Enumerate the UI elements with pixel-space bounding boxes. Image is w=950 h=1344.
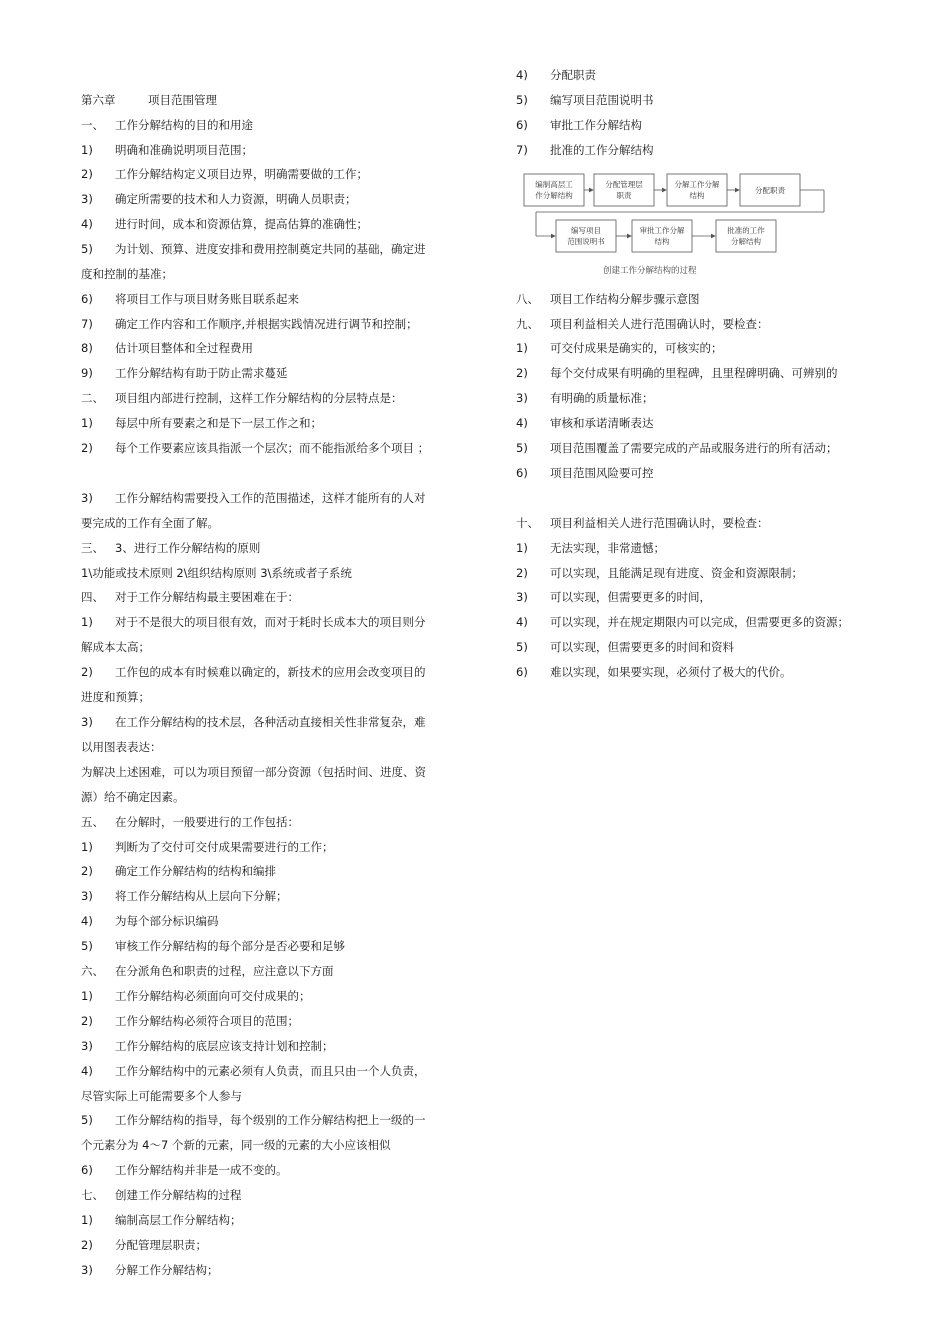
item-text: 分解工作分解结构； [115,1263,219,1277]
item-number: 1) [516,341,528,355]
item-text: 工作分解结构有助于防止需求蔓延 [115,366,288,380]
item-text: 对于不是很大的项目很有效，而对于耗时长成本大的项目则分 [115,615,426,629]
text-line [81,541,260,555]
item-number: 3) [81,1039,93,1053]
item-text: 对于工作分解结构最主要困难在于： [115,590,299,604]
item-text: 度和控制的基准； [81,267,173,281]
item-text: 3、进行工作分解结构的原则 [115,541,261,555]
item-number: 3) [81,715,93,729]
text-line [81,441,429,455]
item-number: 6) [516,466,528,480]
item-number: 7) [81,317,93,331]
item-text: 1\功能或技术原则 2\组织结构原则 3\系统或者子系统 [81,566,352,580]
item-text: 工作分解结构需要投入工作的范围描述，这样才能所有的人对 [115,491,426,505]
text-line [81,964,334,978]
item-text: 工作分解结构的目的和用途 [115,118,253,132]
text-line [81,391,403,405]
item-text: 可以实现，并在规定期限内可以完成，但需要更多的资源； [550,615,849,629]
flow-box-label: 结构 [689,191,705,200]
text-line [81,1138,390,1152]
text-line [516,317,769,331]
text-line [516,366,838,380]
item-number: 5) [81,1113,93,1127]
text-line [81,1014,299,1028]
text-line [81,640,150,654]
item-number: 3) [81,192,93,206]
flow-box [594,174,654,206]
text-line [81,516,219,530]
text-line [516,516,769,530]
item-text: 为每个部分标识编码 [115,914,219,928]
text-line [516,590,711,604]
item-text: 在分派角色和职责的过程，应注意以下方面 [115,964,334,978]
item-number: 3) [81,491,93,505]
item-text: 项目利益相关人进行范围确认时，要检查： [550,317,769,331]
text-line [516,68,596,82]
item-text: 无法实现，非常遗憾； [550,541,665,555]
flow-box [667,174,727,206]
item-number: 1) [81,989,93,1003]
text-line [516,566,803,580]
item-text: 在工作分解结构的技术层，各种活动直接相关性非常复杂，难 [115,715,426,729]
text-line [81,765,426,779]
item-number: 七、 [81,1188,104,1202]
text-line [81,889,288,903]
text-line [81,864,276,878]
text-line [81,1163,288,1177]
chapter-number: 第六章 [81,93,116,107]
text-line [81,690,150,704]
text-line [516,541,665,555]
text-line [81,914,219,928]
text-line [516,292,700,306]
text-line [516,143,654,157]
flow-box-label: 作分解结构 [535,191,573,200]
text-line [81,590,299,604]
item-text: 每层中所有要素之和是下一层工作之和； [115,416,322,430]
item-number: 十、 [516,516,539,530]
item-text: 进行时间，成本和资源估算，提高估算的准确性； [115,217,368,231]
item-number: 1) [81,840,93,854]
flowchart-caption: 创建工作分解结构的过程 [603,266,697,276]
item-number: 2) [81,167,93,181]
item-text: 项目范围覆盖了需要完成的产品或服务进行的所有活动； [550,441,838,455]
text-line [81,840,334,854]
item-text: 可交付成果是确实的，可核实的； [550,341,723,355]
item-number: 2) [81,1014,93,1028]
item-number: 三、 [81,541,104,555]
text-line [81,143,253,157]
flow-box-label: 范围说明书 [567,237,605,246]
text-line [81,267,173,281]
text-line [81,366,288,380]
item-number: 6) [516,665,528,679]
item-number: 4) [81,217,93,231]
item-number: 2) [516,366,528,380]
text-line [516,640,734,654]
text-line [516,391,654,405]
text-line [81,939,345,953]
item-text: 工作分解结构中的元素必须有人负责，而且只由一个人负责， [115,1064,426,1078]
text-line [81,242,426,256]
text-line [81,217,368,231]
text-line [81,790,185,804]
item-number: 1) [516,541,528,555]
item-number: 四、 [81,590,104,604]
text-line [516,441,838,455]
item-text: 明确和准确说明项目范围； [115,143,253,157]
item-number: 九、 [516,317,539,331]
item-number: 5) [81,242,93,256]
item-number: 2) [81,441,93,455]
item-number: 六、 [81,964,104,978]
text-line [81,740,162,754]
text-line [81,118,253,132]
item-text: 确定所需要的技术和人力资源，明确人员职责； [115,192,357,206]
flow-box-label: 结构 [654,237,670,246]
item-text: 难以实现，如果要实现，必须付了极大的代价。 [550,665,792,679]
item-text: 将工作分解结构从上层向下分解； [115,889,288,903]
item-number: 2) [516,566,528,580]
text-line [81,192,357,206]
wbs-process-flowchart [520,168,830,280]
item-number: 1) [81,615,93,629]
item-number: 6) [81,1163,93,1177]
item-number: 五、 [81,815,104,829]
text-line [516,341,723,355]
text-line [81,665,426,679]
item-text: 项目利益相关人进行范围确认时，要检查： [550,516,769,530]
text-line [81,1039,334,1053]
item-number: 6) [81,292,93,306]
text-line [516,615,849,629]
flow-box-label: 审批工作分解 [639,226,685,235]
text-line [81,1113,426,1127]
flow-box-label: 编写项目 [571,226,601,235]
flow-box [716,220,776,252]
text-line [516,93,654,107]
text-line [81,1213,242,1227]
item-number: 2) [81,1238,93,1252]
item-text: 工作分解结构必须符合项目的范围； [115,1014,299,1028]
text-line [81,341,253,355]
text-line [81,989,311,1003]
item-text: 为解决上述困难，可以为项目预留一部分资源（包括时间、进度、资 [81,765,426,779]
text-line [81,615,426,629]
flow-box [524,174,584,206]
text-line [81,1089,242,1103]
text-line [81,566,352,580]
item-text: 项目范围风险要可控 [550,466,654,480]
item-number: 八、 [516,292,539,306]
text-line [81,491,426,505]
item-text: 分配职责 [550,68,596,82]
item-number: 5) [516,441,528,455]
item-text: 批准的工作分解结构 [550,143,654,157]
item-text: 将项目工作与项目财务账目联系起来 [115,292,299,306]
text-line [81,167,368,181]
item-number: 1) [81,1213,93,1227]
item-text: 确定工作内容和工作顺序,并根据实践情况进行调节和控制； [115,317,418,331]
text-line [516,466,654,480]
item-number: 4) [81,1064,93,1078]
item-text: 项目组内部进行控制，这样工作分解结构的分层特点是： [115,391,403,405]
item-number: 3) [81,1263,93,1277]
item-text: 项目工作结构分解步骤示意图 [550,292,700,306]
item-text: 审核和承诺清晰表达 [550,416,654,430]
item-text: 确定工作分解结构的结构和编排 [115,864,276,878]
item-text: 个元素分为 4～7 个新的元素，同一级的元素的大小应该相似 [81,1138,391,1152]
text-line [516,416,654,430]
item-text: 工作分解结构并非是一成不变的。 [115,1163,288,1177]
item-text: 可以实现，但需要更多的时间和资料 [550,640,734,654]
text-line [81,93,217,107]
item-number: 一、 [81,118,104,132]
item-number: 6) [516,118,528,132]
flow-box-label: 分解工作分解 [674,180,720,189]
item-number: 4) [516,416,528,430]
item-text: 估计项目整体和全过程费用 [115,341,253,355]
text-line [516,665,792,679]
item-number: 5) [516,640,528,654]
item-text: 工作分解结构必须面向可交付成果的； [115,989,311,1003]
item-number: 9) [81,366,93,380]
text-line [81,815,299,829]
item-text: 源）给不确定因素。 [81,790,185,804]
flow-box-label: 批准的工作 [727,226,765,235]
item-text: 工作分解结构定义项目边界，明确需要做的工作； [115,167,368,181]
item-number: 3) [516,590,528,604]
item-text: 审核工作分解结构的每个部分是否必要和足够 [115,939,345,953]
item-text: 尽管实际上可能需要多个人参与 [81,1089,242,1103]
flow-box [556,220,616,252]
item-text: 以用图表表达： [81,740,162,754]
item-text: 编制高层工作分解结构； [115,1213,242,1227]
item-number: 1) [81,143,93,157]
text-line [81,416,322,430]
item-text: 解成本太高； [81,640,150,654]
item-text: 要完成的工作有全面了解。 [81,516,219,530]
flow-box-label: 分解结构 [731,237,761,246]
item-text: 进度和预算； [81,690,150,704]
item-text: 可以实现，且能满足现有进度、资金和资源限制； [550,566,803,580]
item-number: 2) [81,665,93,679]
item-text: 审批工作分解结构 [550,118,642,132]
item-number: 8) [81,341,93,355]
item-number: 7) [516,143,528,157]
flow-box [632,220,692,252]
item-number: 5) [81,939,93,953]
flow-box-label: 分配职责 [755,186,785,195]
item-text: 工作包的成本有时候难以确定的，新技术的应用会改变项目的 [115,665,426,679]
text-line [81,1064,426,1078]
item-text: 每个工作要素应该具指派一个层次；而不能指派给多个项目 ； [115,441,430,455]
item-number: 2) [81,864,93,878]
text-line [81,292,299,306]
chapter-title: 项目范围管理 [148,93,217,107]
item-text: 有明确的质量标准； [550,391,654,405]
item-text: 分配管理层职责； [115,1238,207,1252]
text-line [81,715,426,729]
item-text: 判断为了交付可交付成果需要进行的工作； [115,840,334,854]
text-line [81,1238,207,1252]
item-text: 工作分解结构的底层应该支持计划和控制； [115,1039,334,1053]
item-text: 工作分解结构的指导，每个级别的工作分解结构把上一级的一 [115,1113,426,1127]
text-line [81,1263,219,1277]
item-number: 二、 [81,391,104,405]
item-number: 1) [81,416,93,430]
item-number: 3) [81,889,93,903]
item-number: 4) [81,914,93,928]
item-number: 5) [516,93,528,107]
item-text: 每个交付成果有明确的里程碑，且里程碑明确、可辨别的 [550,366,838,380]
item-text: 创建工作分解结构的过程 [115,1188,242,1202]
item-text: 可以实现，但需要更多的时间， [550,590,711,604]
flow-box-label: 职责 [616,191,632,200]
item-text: 为计划、预算、进度安排和费用控制奠定共同的基础，确定进 [115,242,426,256]
text-line [516,118,642,132]
item-number: 4) [516,615,528,629]
item-text: 在分解时，一般要进行的工作包括： [115,815,299,829]
flow-box-label: 分配管理层 [605,180,643,189]
item-number: 4) [516,68,528,82]
item-text: 编写项目范围说明书 [550,93,654,107]
text-line [81,1188,242,1202]
text-line [81,317,418,331]
item-number: 3) [516,391,528,405]
flow-box-label: 编制高层工 [535,180,573,189]
